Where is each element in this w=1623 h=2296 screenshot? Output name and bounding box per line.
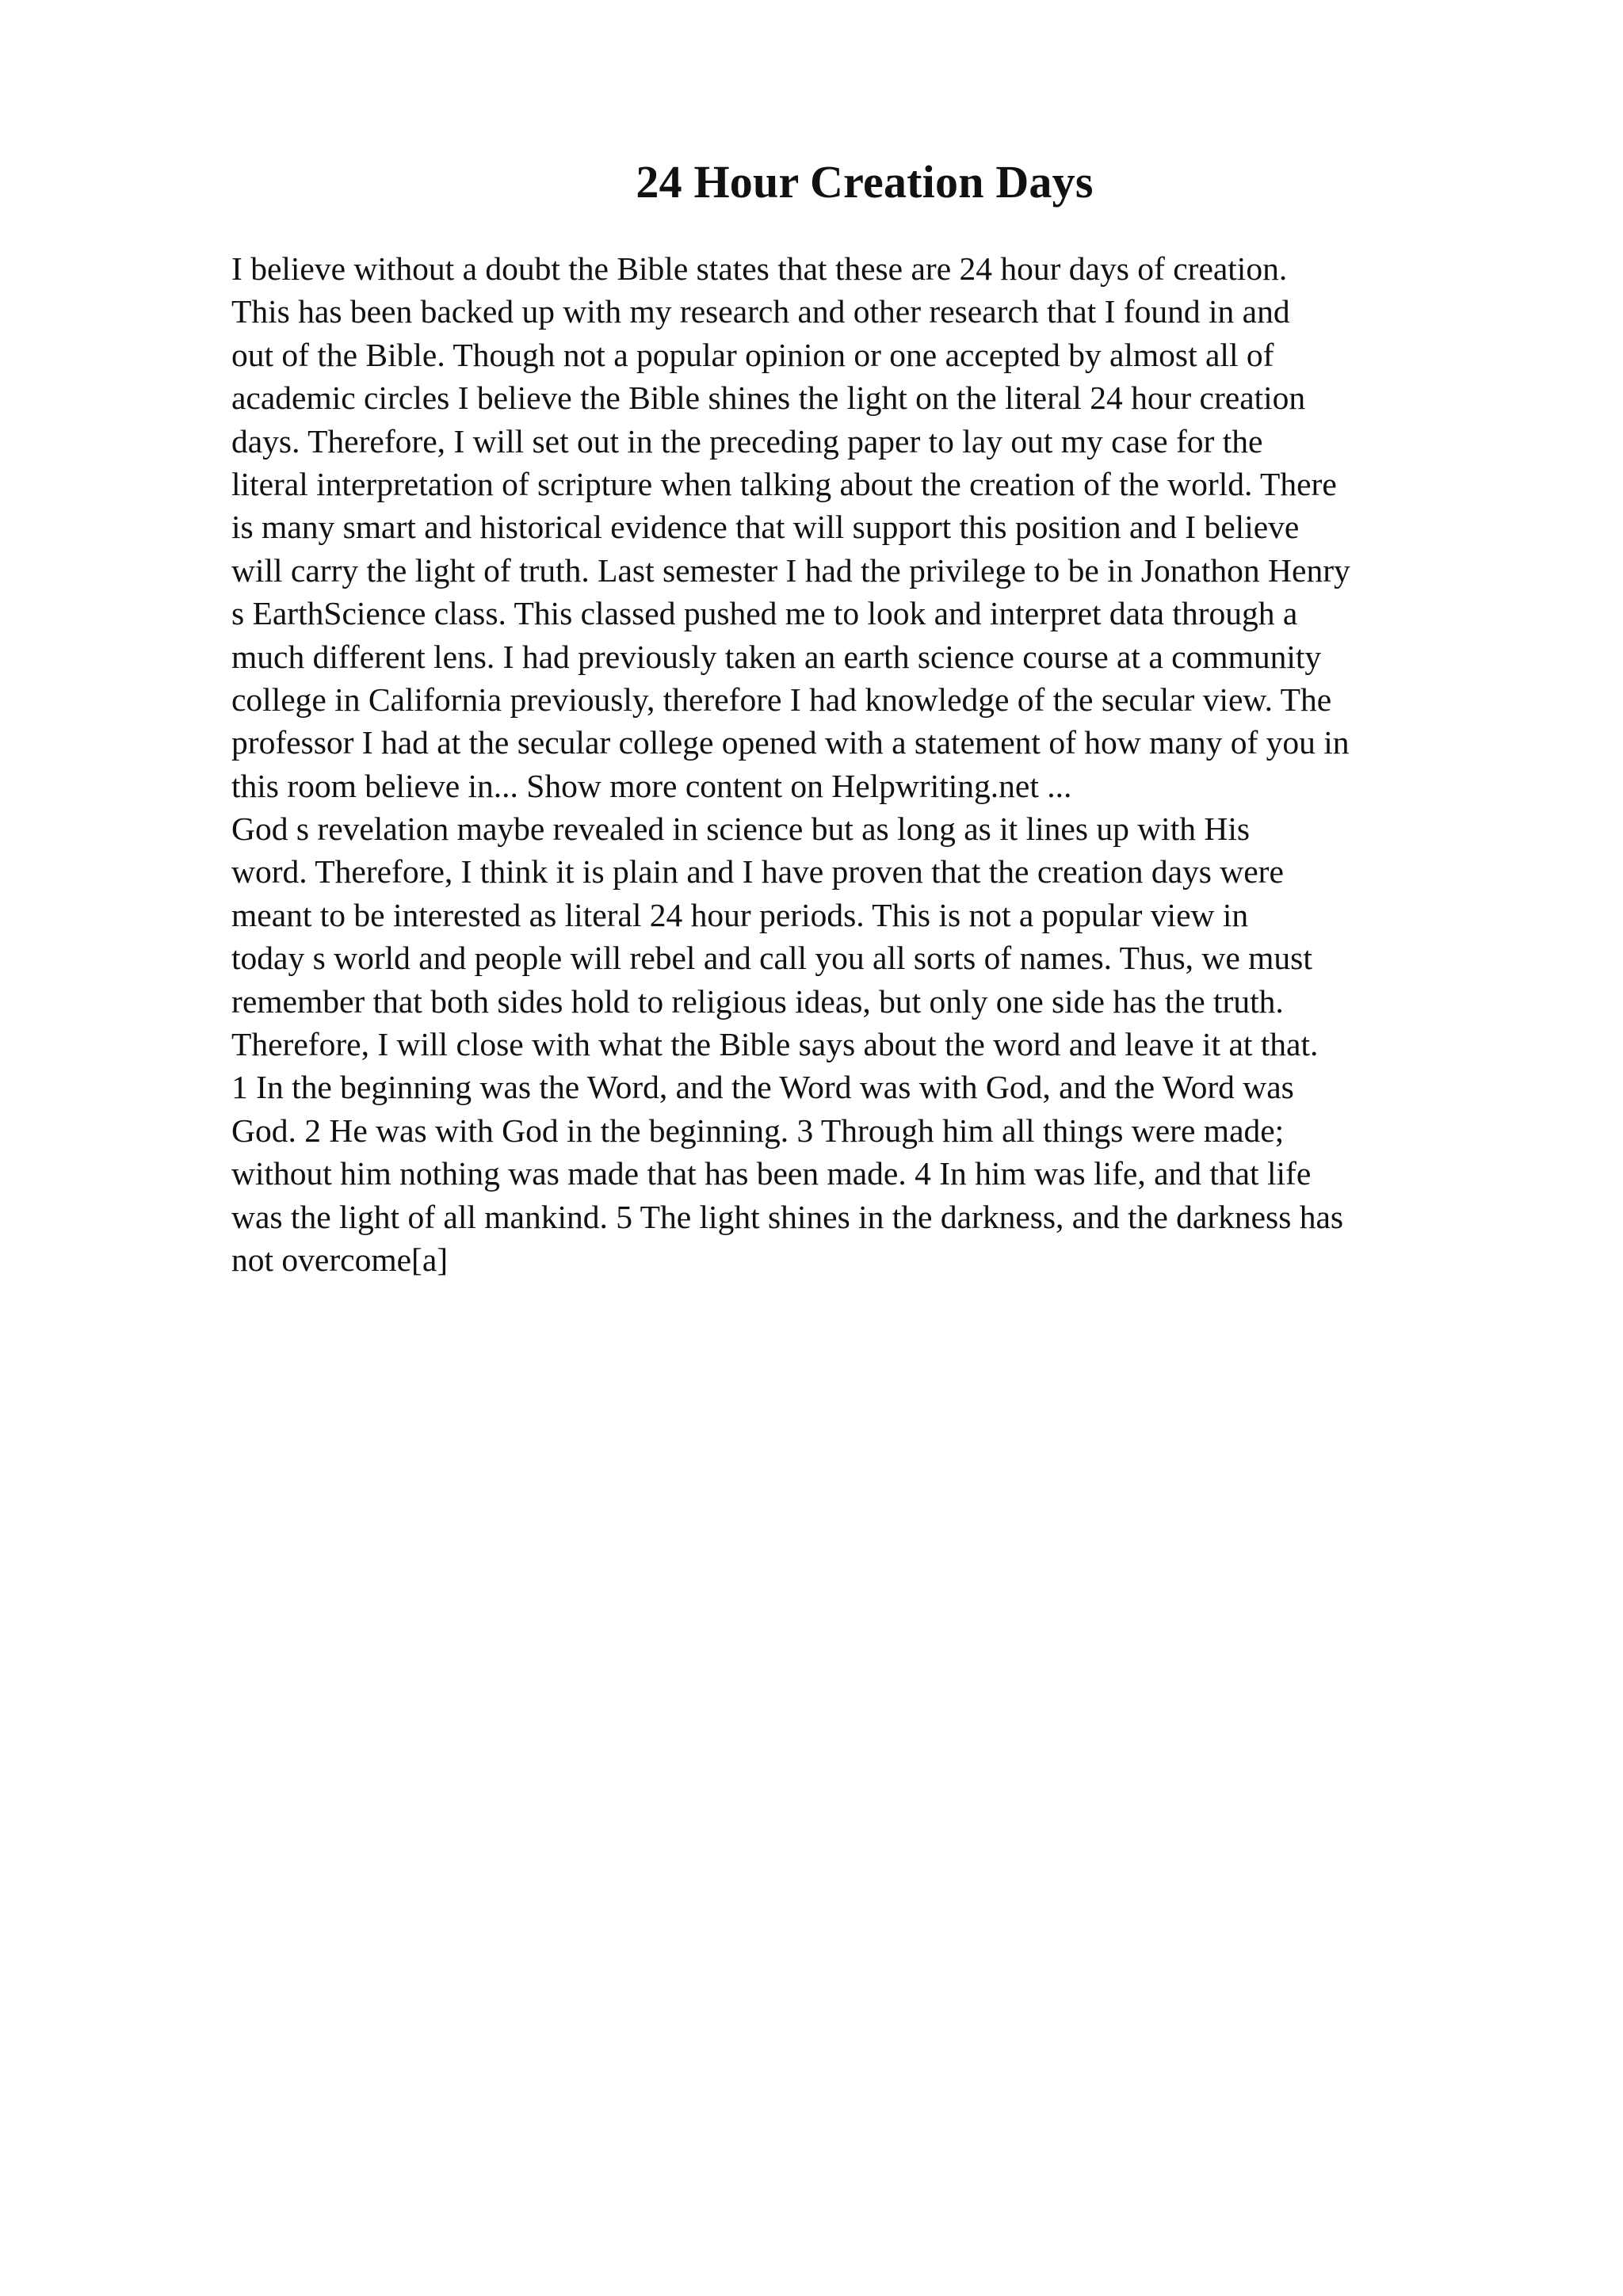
body-line: without him nothing was made that has been made. 4 In him was life, and that life	[231, 1155, 1312, 1192]
body-line: s EarthScience class. This classed pushed me to look and interpret data through a	[231, 595, 1298, 632]
body-line: This has been backed up with my research and other research that I found in and	[231, 293, 1290, 330]
body-line: college in California previously, therefore I had knowledge of the secular view. The	[231, 681, 1332, 718]
body-line: I believe without a doubt the Bible states that these are 24 hour days of creation.	[231, 250, 1288, 287]
body-line: was the light of all mankind. 5 The light shines in the darkness, and the darkness has	[231, 1198, 1344, 1235]
body-line: today s world and people will rebel and call you all sorts of names. Thus, we must	[231, 940, 1312, 977]
body-line: much different lens. I had previously taken an earth science course at a community	[231, 638, 1322, 675]
body-line: literal interpretation of scripture when talking about the creation of the world. There	[231, 465, 1337, 502]
document-body	[231, 247, 1579, 1281]
body-line: not overcome[a]	[231, 1241, 449, 1278]
body-line: word. Therefore, I think it is plain and I have proven that the creation days were	[231, 853, 1284, 891]
body-line: academic circles I believe the Bible shines the light on the literal 24 hour creation	[231, 379, 1306, 417]
body-line: remember that both sides hold to religious ideas, but only one side has the truth.	[231, 982, 1284, 1020]
body-line: 1 In the beginning was the Word, and the Word was with God, and the Word was	[231, 1069, 1294, 1106]
body-line: God s revelation maybe revealed in science but as long as it lines up with His	[231, 810, 1251, 848]
body-line: Therefore, I will close with what the Bible says about the word and leave it at that.	[231, 1026, 1319, 1063]
body-line: meant to be interested as literal 24 hour periods. This is not a popular view in	[231, 896, 1249, 933]
body-line: God. 2 He was with God in the beginning. 3 Through him all things were made;	[231, 1112, 1285, 1149]
body-line: days. Therefore, I will set out in the preceding paper to lay out my case for the	[231, 422, 1263, 460]
body-line: this room believe in... Show more content on Helpwriting.net ...	[231, 767, 1072, 804]
body-line: will carry the light of truth. Last semester I had the privilege to be in Jonathon Henry	[231, 551, 1350, 589]
body-line: out of the Bible. Though not a popular opinion or one accepted by almost all of	[231, 336, 1274, 373]
document-title: 24 Hour Creation Days	[636, 156, 1094, 208]
body-line: is many smart and historical evidence that will support this position and I believe	[231, 509, 1300, 546]
body-line: professor I had at the secular college opened with a statement of how many of you in	[231, 724, 1350, 761]
